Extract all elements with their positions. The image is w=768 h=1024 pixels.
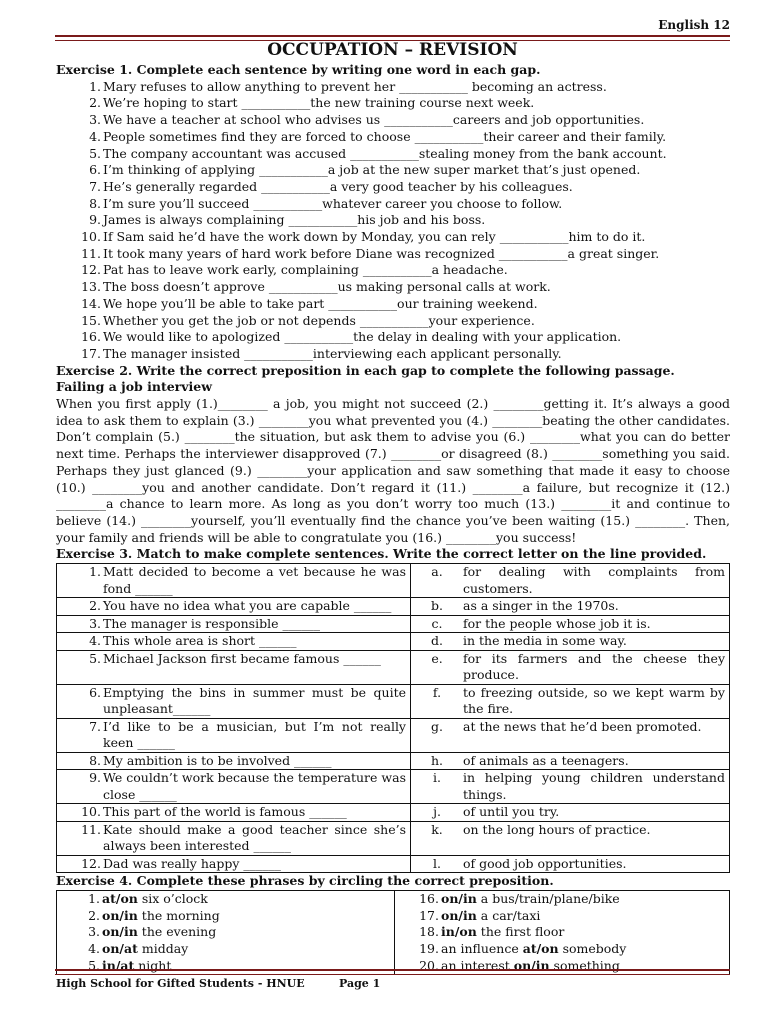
item-number: 10. [81,229,101,245]
preposition-choice[interactable]: on/in [102,907,138,923]
item-text: Pat has to leave work early, complaining ___________a headache. [103,262,508,278]
phrase-item [395,891,729,908]
match-row [57,615,730,633]
match-row [57,855,730,873]
footer [56,976,381,993]
item-text: Mary refuses to allow anything to prevent her ___________ becoming an actress. [103,78,607,94]
row-number: 7. [89,718,101,734]
exercise1-item [56,129,730,146]
option-letter: d. [431,633,443,649]
preposition-choice[interactable]: on/at [102,940,138,956]
option-letter: b. [431,598,443,614]
match-right-cell [411,615,730,633]
phrase-number: 2. [88,907,100,923]
sentence-start: This part of the world is famous ______ [103,804,347,820]
item-number: 11. [81,245,101,261]
item-text: I’m thinking of applying ___________a job at the new super market that’s just opened. [103,162,641,178]
item-text: He’s generally regarded ___________a very good teacher by his colleagues. [103,178,573,194]
footer-school: High School for Gifted Students - HNUE [56,977,305,990]
option-letter: e. [431,650,443,666]
match-left-cell [57,804,411,822]
exercise4-heading: Exercise 4. Complete these phrases by circling the correct preposition. [56,873,554,889]
sentence-end: for its farmers and the cheese they produce. [463,650,725,683]
phrase-post: six o’clock [137,890,208,906]
phrase-text [441,924,564,941]
exercise1-item [56,313,730,330]
phrase-item [395,908,729,925]
match-row [57,804,730,822]
row-number: 4. [89,633,101,649]
phrase-number: 5. [88,957,100,973]
phrase-text [102,908,220,925]
phrase-post: the first floor [476,924,565,940]
exercise1-item [56,162,730,179]
sentence-start: Michael Jackson first became famous ______ [103,650,381,666]
option-letter: i. [433,770,441,786]
sentence-start: Dad was really happy ______ [103,855,281,871]
phrase-item [57,924,394,941]
sentence-end: of good job opportunities. [463,855,627,871]
match-row [57,564,730,598]
item-text: If Sam said he’d have the work down by Monday, you can rely ___________him to do it. [103,229,646,245]
match-left-cell [57,615,411,633]
sentence-start: The manager is responsible ______ [103,615,320,631]
match-right-cell [411,752,730,770]
phrase-pre: an interest [441,957,514,973]
item-number: 7. [89,178,101,194]
row-number: 10. [81,804,101,820]
sentence-start: My ambition is to be involved ______ [103,752,332,768]
match-right-cell [411,855,730,873]
item-text: James is always complaining ___________his job and his boss. [103,212,486,228]
match-left-cell [57,821,411,855]
sentence-start: Matt decided to become a vet because he was fond ______ [103,564,406,596]
sentence-end: as a singer in the 1970s. [463,598,619,614]
item-text: It took many years of hard work before Diane was recognized ___________a great singer. [103,245,660,261]
item-number: 15. [81,312,101,328]
match-left-cell [57,718,411,752]
match-right-cell [411,821,730,855]
phrase-item [57,941,394,958]
phrase-number: 4. [88,940,100,956]
match-row [57,650,730,684]
item-text: We hope you’ll be able to take part ___________our training weekend. [103,295,538,311]
match-right-cell [411,598,730,616]
item-text: The company accountant was accused ___________stealing money from the bank account. [103,145,667,161]
phrase-pre: an influence [441,940,523,956]
item-text: We have a teacher at school who advises us ___________careers and job opportunities. [103,112,645,128]
phrase-post: the morning [137,907,220,923]
match-left-cell [57,633,411,651]
sentence-start: You have no idea what you are capable ______ [103,598,392,614]
phrase-number: 3. [88,924,100,940]
row-number: 8. [89,752,101,768]
phrase-item [57,908,394,925]
sentence-end: of animals as a teenagers. [463,752,629,768]
option-letter: f. [432,684,442,700]
exercise1-item [56,262,730,279]
match-left-cell [57,650,411,684]
exercise1-item [56,229,730,246]
exercise1-item [56,346,730,363]
option-letter: l. [433,855,441,871]
exercise1-item [56,179,730,196]
sentence-end: for dealing with complaints from customers. [463,564,725,596]
item-number: 4. [89,128,101,144]
option-letter: a. [431,564,443,580]
match-left-cell [57,770,411,804]
item-text: I’m sure you’ll succeed ___________whatever career you choose to follow. [103,195,563,211]
sentence-end: for the people whose job it is. [463,615,651,631]
row-number: 11. [81,821,101,837]
phrase-post: the evening [137,924,217,940]
option-letter: h. [430,752,444,768]
row-number: 3. [89,615,101,631]
preposition-choice[interactable]: on/in [441,890,477,906]
match-right-cell [411,650,730,684]
exercise1-item [56,146,730,163]
match-right-cell [411,564,730,598]
match-right-cell [411,770,730,804]
sentence-end: on the long hours of practice. [463,821,651,837]
phrase-item [395,941,729,958]
phrase-post: night [134,957,172,973]
sentence-end: in helping young children understand things. [463,770,725,802]
item-text: We’re hoping to start ___________the new training course next week. [103,95,535,111]
sentence-start: Kate should make a good teacher since she’s always been interested ______ [103,821,406,854]
phrase-text [441,908,540,925]
worksheet-content [56,62,730,975]
phrase-text [102,924,216,941]
match-right-cell [411,684,730,718]
phrase-text [102,941,188,958]
item-number: 8. [89,195,101,211]
sentence-end: in the media in some way. [463,633,627,649]
item-number: 14. [81,295,101,311]
item-number: 2. [89,95,101,111]
exercise4-column-2 [395,890,730,975]
option-letter: c. [431,615,443,631]
row-number: 5. [89,650,101,666]
exercise4-column-1 [57,890,395,975]
match-row [57,821,730,855]
phrase-text [441,941,626,958]
preposition-choice[interactable]: in/at [102,957,135,973]
exercise1-heading: Exercise 1. Complete each sentence by writing one word in each gap. [56,62,541,77]
exercise2-subheading: Failing a job interview [56,379,212,395]
item-number: 16. [81,329,101,345]
item-number: 3. [89,112,101,128]
phrase-number: 1. [88,890,100,906]
sentence-end: at the news that he’d been promoted. [463,718,702,734]
item-number: 6. [89,162,101,178]
sentence-start: We couldn’t work because the temperature was close ______ [103,770,406,802]
footer-page-number: Page 1 [339,977,381,990]
item-number: 1. [89,78,101,94]
exercise1-item [56,212,730,229]
exercise2-passage: When you first apply (1.)________ a job, you might not succeed (2.) ________getting it. It’s always a good idea to ask them to explain (3.) ________you what prevented you (4.) ________beating the other candidates. Don’t complain (5.) ________the situation, but ask them to advise you (6.) ________what you can do better next time. Perhaps the interviewer disapproved (7.) ________or disagreed (8.) ________something you said. Perhaps they just glanced (9.) ________your application and saw something that made it easy to choose (10.) ________you and another candidate. Don’t regard it (11.) ________a failure, but recognize it (12.) ________a chance to learn more. As long as you don’t worry too much (13.) ________it and continue to believe (14.) ________yourself, you’ll eventually find the chance you’ve been waiting (15.) ________. Then, your family and friends will be able to congratulate you (16.) ________you success! [56,396,730,545]
preposition-choice[interactable]: in/on [441,924,477,940]
match-left-cell [57,598,411,616]
subject-label: English 12 [658,18,730,32]
match-left-cell [57,855,411,873]
phrase-text [102,891,208,908]
item-text: The boss doesn’t approve ___________us making personal calls at work. [103,279,551,295]
exercise1-item [56,329,730,346]
exercise2-heading: Exercise 2. Write the correct preposition in each gap to complete the following passage. [56,362,675,378]
sentence-start: Emptying the bins in summer must be quite unpleasant______ [103,684,406,717]
preposition-choice[interactable]: on/in [513,957,550,973]
option-letter: g. [431,718,443,734]
item-number: 12. [81,262,101,278]
exercise1-item [56,279,730,296]
exercise1-list [56,79,730,363]
item-text: Whether you get the job or not depends ___________your experience. [103,312,535,328]
item-text: We would like to apologized ___________the delay in dealing with your application. [103,329,622,345]
preposition-choice[interactable]: at/on [522,940,559,956]
row-number: 6. [89,684,101,700]
match-left-cell [57,752,411,770]
match-row [57,718,730,752]
row-number: 1. [89,564,101,580]
item-number: 5. [89,145,101,161]
match-left-cell [57,684,411,718]
match-row [57,752,730,770]
preposition-choice[interactable]: at/on [102,890,138,906]
sentence-start: This whole area is short ______ [103,633,297,649]
preposition-choice[interactable]: on/in [102,924,138,940]
option-letter: k. [431,821,443,837]
phrase-item [57,891,394,908]
preposition-choice[interactable]: on/in [441,907,477,923]
exercise1-item [56,196,730,213]
exercise1-item [56,246,730,263]
phrase-number: 19. [419,940,439,956]
phrase-number: 18. [419,924,439,940]
sentence-end: of until you try. [463,804,560,820]
phrase-post: something [549,957,620,973]
row-number: 12. [81,855,101,871]
item-text: The manager insisted ___________interviewing each applicant personally. [103,345,562,361]
exercise1-item [56,112,730,129]
row-number: 9. [89,770,101,786]
phrase-post: midday [137,940,189,956]
phrase-number: 16. [419,890,439,906]
item-number: 9. [89,212,101,228]
phrase-number: 17. [419,907,439,923]
exercise1-item [56,296,730,313]
phrase-post: a bus/train/plane/bike [476,890,620,906]
match-left-cell [57,564,411,598]
phrase-number: 20. [419,957,439,973]
exercise1-item [56,79,730,96]
match-row [57,598,730,616]
match-row [57,684,730,718]
phrase-text [441,891,620,908]
page-title: OCCUPATION – REVISION [267,40,518,60]
exercise1-item [56,95,730,112]
item-number: 17. [81,345,101,361]
option-letter: j. [433,804,441,820]
phrase-post: somebody [558,940,627,956]
phrase-item [395,924,729,941]
exercise3-heading: Exercise 3. Match to make complete sentences. Write the correct letter on the line provided. [56,546,707,562]
sentence-start: I’d like to be a musician, but I’m not really keen ______ [103,718,406,751]
row-number: 2. [89,598,101,614]
sentence-end: to freezing outside, so we kept warm by the fire. [463,684,725,717]
match-right-cell [411,804,730,822]
exercise3-table [56,563,730,873]
match-right-cell [411,633,730,651]
item-number: 13. [81,279,101,295]
exercise4-table [56,890,730,976]
item-text: People sometimes find they are forced to choose ___________their career and their family. [103,128,667,144]
match-row [57,770,730,804]
footer-rule [55,969,730,975]
match-row [57,633,730,651]
phrase-post: a car/taxi [476,907,541,923]
match-right-cell [411,718,730,752]
